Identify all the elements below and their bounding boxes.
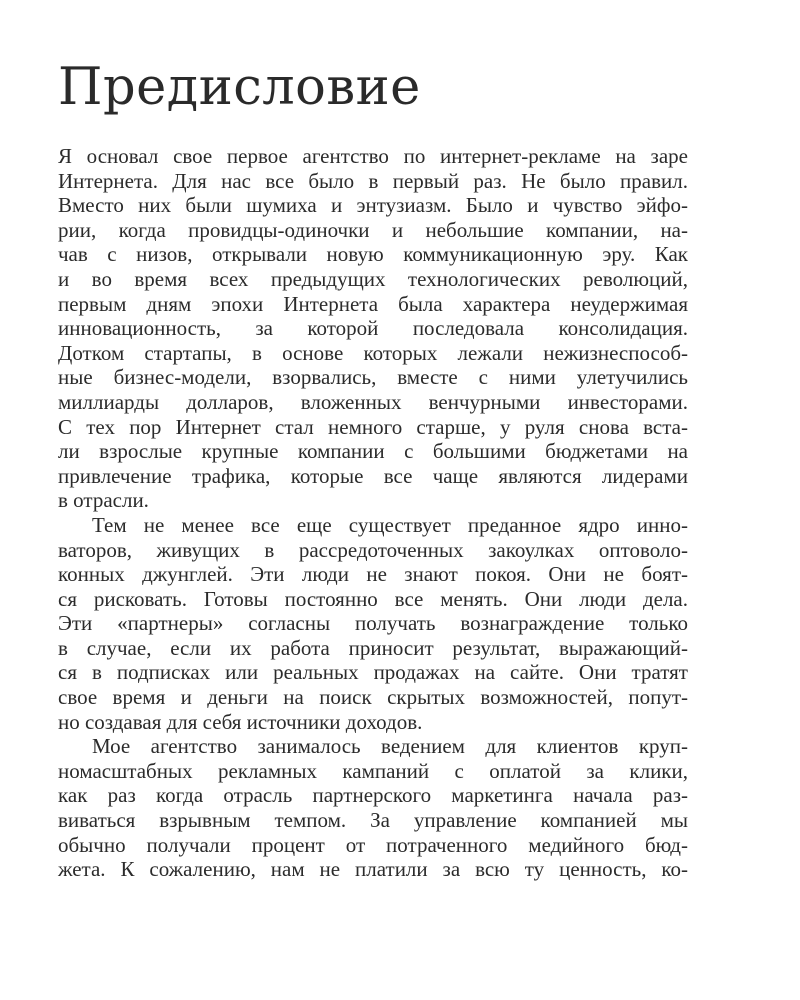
- text-line: но создавая для себя источники доходов.: [58, 709, 423, 734]
- text-line: Вместо них были шумиха и энтузиазм. Было и чувство эйфо-: [58, 193, 688, 218]
- text-line: в случае, если их работа приносит результат, выражающий-: [58, 635, 688, 660]
- text-line: чав с низов, открывали новую коммуникационную эру. Как: [58, 242, 688, 267]
- text-line: Тем не менее все еще существует преданное ядро инно-: [92, 512, 688, 537]
- page-title: Предисловие: [58, 58, 421, 117]
- text-line: Я основал свое первое агентство по интернет-рекламе на заре: [58, 144, 688, 168]
- text-line: жета. К сожалению, нам не платили за всю ту ценность, ко-: [58, 857, 688, 882]
- text-line: Мое агентство занималось ведением для клиентов круп-: [92, 734, 688, 759]
- text-line: и во время всех предыдущих технологических революций,: [58, 266, 688, 291]
- text-line: ваторов, живущих в рассредоточенных закоулках оптоволо-: [58, 537, 688, 562]
- text-line: в отрасли.: [58, 488, 149, 513]
- text-line: номасштабных рекламных кампаний с оплатой за клики,: [58, 758, 688, 783]
- text-line: обычно получали процент от потраченного медийного бюд-: [58, 832, 688, 857]
- text-line: ли взрослые крупные компании с большими бюджетами на: [58, 439, 688, 464]
- text-line: виваться взрывным темпом. За управление компанией мы: [58, 808, 688, 833]
- text-line: первым дням эпохи Интернета была характера неудержимая: [58, 291, 688, 316]
- text-line: Интернета. Для нас все было в первый раз. Не было правил.: [58, 168, 688, 193]
- text-line: С тех пор Интернет стал немного старше, у руля снова вста-: [58, 414, 688, 439]
- paragraph-2: [58, 513, 688, 734]
- paragraph-3: [58, 734, 688, 882]
- text-line: инновационность, за которой последовала консолидация.: [58, 316, 688, 341]
- text-line: рии, когда провидцы-одиночки и небольшие компании, на-: [58, 217, 688, 242]
- text-line: конных джунглей. Эти люди не знают покоя. Они не боят-: [58, 562, 688, 587]
- text-line: как раз когда отрасль партнерского маркетинга начала раз-: [58, 783, 688, 808]
- text-line: свое время и деньги на поиск скрытых возможностей, попут-: [58, 685, 688, 710]
- text-line: миллиарды долларов, вложенных венчурными инвесторами.: [58, 389, 688, 414]
- body-text: [58, 144, 688, 882]
- text-line: Эти «партнеры» согласны получать вознаграждение только: [58, 611, 688, 636]
- paragraph-1: [58, 144, 688, 513]
- text-line: ся в подписках или реальных продажах на сайте. Они тратят: [58, 660, 688, 685]
- text-line: ся рисковать. Готовы постоянно все менять. Они люди дела.: [58, 586, 688, 611]
- text-line: привлечение трафика, которые все чаще являются лидерами: [58, 463, 688, 488]
- book-page: [58, 56, 688, 882]
- text-line: ные бизнес-модели, взорвались, вместе с ними улетучились: [58, 365, 688, 390]
- text-line: Дотком стартапы, в основе которых лежали нежизнеспособ-: [58, 340, 688, 365]
